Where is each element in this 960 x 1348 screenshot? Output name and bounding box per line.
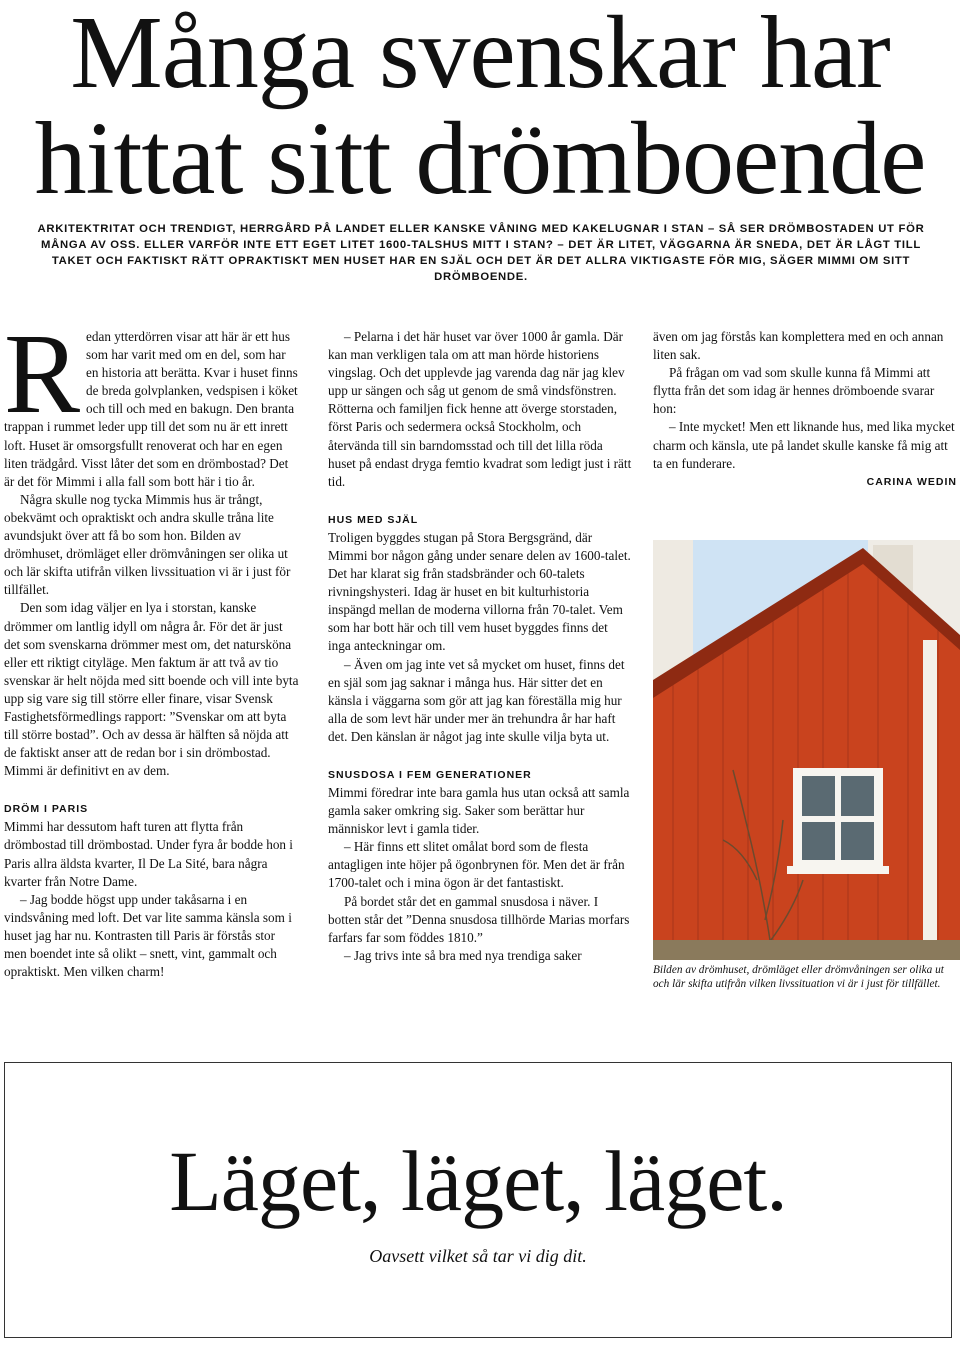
paragraph: På frågan om vad som skulle kunna få Mimmi att flytta från det som idag är hennes drömboende svarar hon:: [653, 365, 935, 417]
ad-tagline: Oavsett vilket så tar vi dig dit.: [369, 1246, 587, 1266]
subheading-snusdosa: SNUSDOSA I FEM GENERATIONER: [328, 768, 532, 781]
column-1: [4, 310, 300, 981]
advertisement: [4, 1062, 952, 1338]
paragraph: Några skulle nog tycka Mimmis hus är trångt, obekvämt och opraktiskt och andra skulle tråna lite avundsjukt över att få bo som hon. Bilden av drömhuset, drömläget eller drömvåningen ser olika ut och lär skifta utifrån vilken livssituation vi är i just för tillfället.: [4, 491, 291, 598]
paragraph: – Jag trivs inte så bra med nya trendiga saker: [344, 947, 582, 963]
photo-caption: Bilden av drömhuset, drömläget eller drömvåningen ser olika ut och lär skifta utifrån vilken livssituation vi är i just för tillfället.: [653, 964, 944, 990]
paragraph: Den som idag väljer en lya i storstan, kanske drömmer om lantlig idyll om några år. För det är just det som svenskarna drömmer mest om, det natursköna eller ett riktigt cityläge. Men faktum är att två av tio svenskar är helt nöjda med sitt boende och vill inte byta upp sig vare sig till större eller finare, visar Svensk Fastighetsförmedlings rapport: ”Svenskar om att byta till större bostad”. Och av dessa är hälften så nöjda att de faktiskt anser att de redan bor i sin drömbostad. Mimmi är definitivt en av dem.: [4, 600, 299, 779]
paragraph: – Pelarna i det här huset var över 1000 år gamla. Där kan man verkligen tala om att man hörde historiens vingslag. Och det upplevde jag varenda dag när jag klev upp ur sängen och såg ut genom de små vindsfönstren. Rötterna och familjen fick henne att överge storstaden, först Paris och sedermera också Stockholm, och återvända till sin barndomsstad och till det lilla röda huset på endast dryga femtio kvadrat som ledigt just i rätt tid.: [328, 329, 632, 489]
column-3: [653, 328, 957, 491]
headline: [0, 0, 960, 216]
paragraph: edan ytterdörren visar att här är ett hus som har varit med om en del, som har en historia att berätta. Kvar i huset finns de breda golvplanken, vedspisen i köket och till och med en bakugn. Den branta trappan i rummet leder upp till det som nu är ett inrett loft. Huset är omsorgsfullt renoverat och har en egen liten trädgård. Visst låter det som en drömbostad? Det är det för Mimmi i alla fall som bott här i tio år.: [4, 329, 298, 489]
byline: CARINA WEDIN: [866, 475, 957, 488]
paragraph: Troligen byggdes stugan på Stora Bergsgränd, där Mimmi bor någon gång under senare delen av 1600-talet. Det har klarat sig från stadsbränder och 60-talets rivningshysteri. Idag är huset en bit kulturhistoria inspängd mellan de moderna villorna från 70-talet. Vem som har bott här och till vem huset byggdes finns det inga anteckningar om.: [328, 529, 631, 654]
paragraph: – Även om jag inte vet så mycket om huset, finns det en själ som jag saknar i många hus. Här sitter det en känsla i väggarna som gör att jag kan föreställa mig hur alla de som levt här under mer än trehundra år har haft det. Den känslan är något jag inte skulle vilja byta ut.: [328, 656, 625, 744]
headline-line-2: hittat sitt drömboende: [34, 101, 926, 216]
subheading-drom-i-paris: DRÖM I PARIS: [4, 803, 89, 816]
ad-headline: Läget, läget, läget.: [169, 1133, 787, 1229]
subheading-hus-med-sjal: HUS MED SJÄL: [328, 513, 419, 526]
paragraph: Mimmi föredrar inte bara gamla hus utan också att samla gamla saker omkring sig. Saker som berättar hur människor levt i gamla tider.: [328, 784, 630, 837]
paragraph: – Här finns ett slitet omålat bord som de flesta antagligen inte höjer på ögonbrynen för. Men det är från 1700-talet och i mina ögon är det fantastiskt.: [328, 839, 625, 891]
headline-line-1: Många svenskar har: [70, 0, 890, 110]
paragraph: – Inte mycket! Men ett liknande hus, med lika mycket charm och känsla, ute på landet skulle kanske få mig att ta en funderare.: [653, 419, 955, 471]
red-house-illustration: [653, 540, 960, 960]
paragraph: Mimmi har dessutom haft turen att flytta från drömbostad till drömbostad. Under fyra år bodde hon i Paris allra äldsta kvarter, Il De La Sité, bara några kvarter från Notre Dame.: [4, 819, 293, 889]
drop-cap: R: [4, 310, 81, 437]
paragraph: På bordet står det en gammal snusdosa i näver. I botten står det ”Denna snusdosa tillhörde Marias morfars farfars far som föddes 1810.”: [328, 893, 630, 945]
ingress: ARKITEKTRITAT OCH TRENDIGT, HERRGÅRD PÅ LANDET ELLER KANSKE VÅNING MED KAKELUGNAR I STAN – SÅ SER DRÖMBOSTADEN UT FÖR MÅNGA AV OSS. ELLER VARFÖR INTE ETT EGET LITET 1600-TALSHUS MITT I STAN? – DET ÄR LITET, VÄGGARNA ÄR SNEDA, DET ÄR LÅGT TILL TAKET OCH FAKTISKT RÄTT OPRAKTISKT MEN HUSET HAR EN SJÄL OCH DET ÄR DET ALLRA VIKTIGASTE FÖR MIG, SÄGER MIMMI OM SITT DRÖMBOENDE.: [37, 223, 925, 283]
house-photo: [653, 540, 960, 960]
paragraph: – Jag bodde högst upp under takåsarna i en vindsvåning med loft. Det var lite samma känsla som i huset jag har nu. Kontrasten till Paris är förstås stor men boendet inte så olikt – snett, vint, gammalt och opraktiskt. Men vilken charm!: [4, 891, 292, 980]
column-2: [328, 328, 632, 965]
paragraph: även om jag förstås kan komplettera med en och annan liten sak.: [653, 329, 944, 363]
